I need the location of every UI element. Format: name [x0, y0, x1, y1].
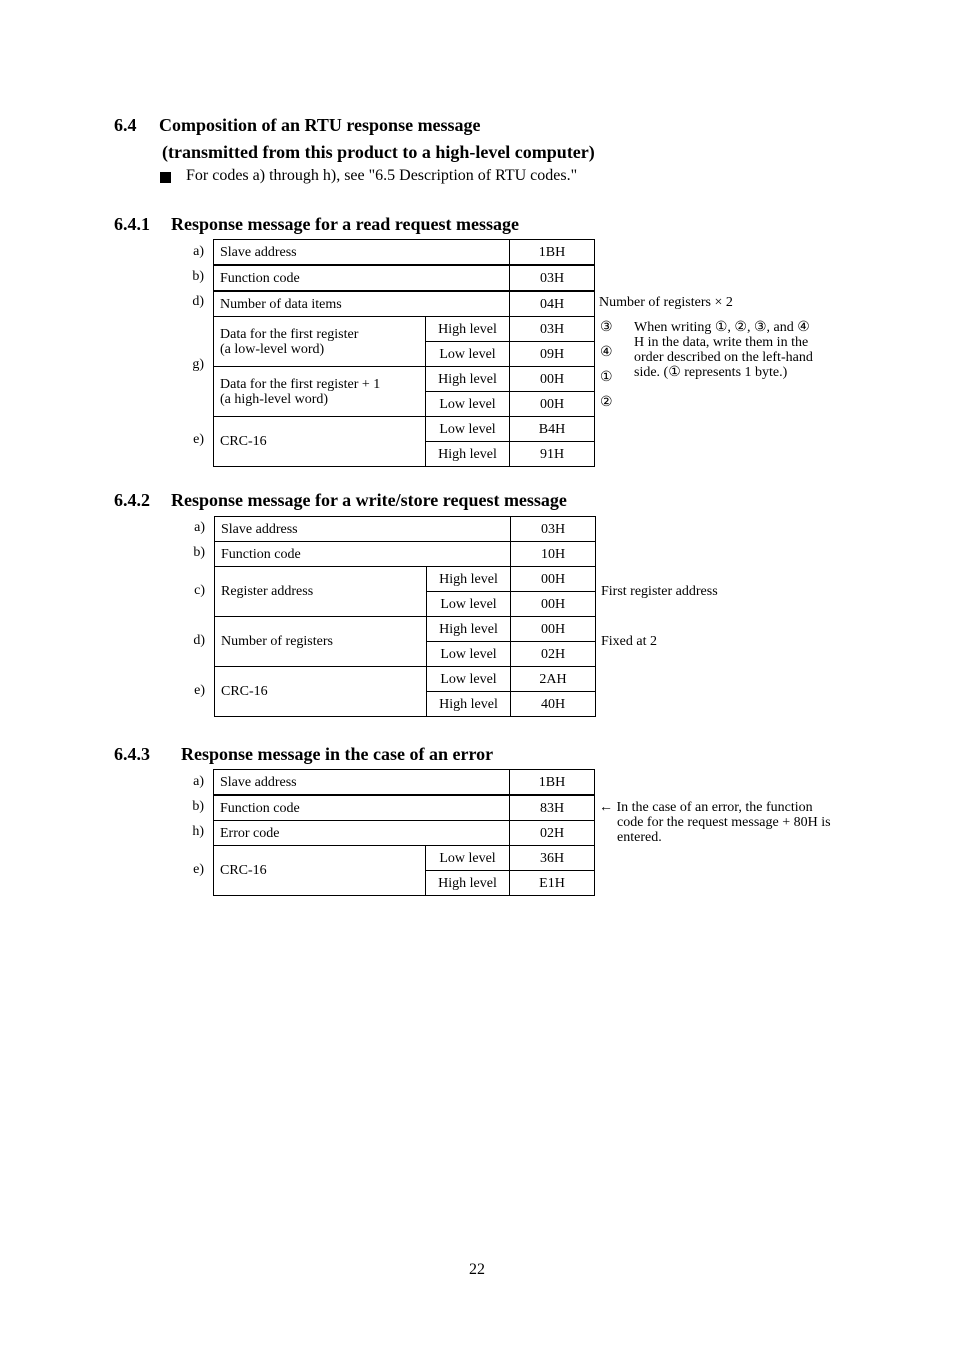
field-name — [214, 317, 426, 367]
table-row — [214, 846, 595, 871]
field-value: 03H — [510, 265, 595, 291]
level-label: High level — [426, 871, 510, 896]
side-note-line: entered. — [617, 830, 662, 845]
row-label: d) — [193, 633, 205, 648]
field-name: Slave address — [214, 240, 510, 266]
side-note-error — [599, 800, 831, 845]
side-note-line: side. (① represents 1 byte.) — [634, 365, 788, 380]
data2-line1: Data for the first register + 1 — [220, 376, 381, 392]
field-name: Slave address — [214, 770, 510, 796]
row-label: b) — [192, 799, 204, 814]
field-name: CRC-16 — [214, 417, 426, 467]
section-note: For codes a) through h), see "6.5 Description of RTU codes." — [186, 167, 578, 184]
read-response-table — [213, 239, 595, 467]
subsection-number-643: 6.4.3 — [114, 744, 150, 764]
table-row — [214, 265, 595, 291]
side-note-line: ← In the case of an error, the function — [599, 800, 813, 815]
table-row — [214, 291, 595, 317]
side-note-line: code for the request message + 80H is — [617, 815, 831, 830]
side-note-line: When writing ①, ②, ③, and ④ — [634, 320, 810, 335]
section-title-line2: (transmitted from this product to a high-level computer) — [162, 142, 595, 162]
field-value: 03H — [510, 317, 595, 342]
side-note-line: order described on the left-hand — [634, 350, 813, 365]
field-name: Function code — [215, 542, 511, 567]
field-name: Number of data items — [214, 291, 510, 317]
level-label: Low level — [426, 392, 510, 417]
level-label: Low level — [426, 417, 510, 442]
level-label: High level — [427, 617, 511, 642]
circled-mark: ① — [600, 370, 613, 385]
table-row — [214, 240, 595, 266]
side-note-count: Number of registers × 2 — [599, 295, 733, 310]
data1-line1: Data for the first register — [220, 326, 359, 342]
subsection-number-642: 6.4.2 — [114, 490, 150, 510]
level-label: Low level — [427, 667, 511, 692]
row-label: a) — [194, 520, 205, 535]
field-value: 1BH — [510, 240, 595, 266]
level-label: Low level — [426, 846, 510, 871]
circled-mark: ③ — [600, 320, 613, 335]
side-note-fixed: Fixed at 2 — [601, 634, 657, 649]
data2-line2: (a high-level word) — [220, 391, 329, 407]
level-label: High level — [426, 367, 510, 392]
level-label: Low level — [427, 592, 511, 617]
subsection-title-643: Response message in the case of an error — [181, 744, 494, 764]
field-value: B4H — [510, 417, 595, 442]
field-value: E1H — [510, 871, 595, 896]
field-name: Register address — [215, 567, 427, 617]
table-row — [214, 317, 595, 342]
subsection-number-641: 6.4.1 — [114, 214, 150, 234]
circled-mark: ② — [600, 395, 613, 410]
row-label: c) — [194, 583, 205, 598]
field-value: 03H — [511, 517, 596, 542]
row-label: a) — [193, 774, 204, 789]
row-label: a) — [193, 244, 204, 259]
page-number: 22 — [469, 1261, 485, 1278]
row-label: b) — [192, 269, 204, 284]
field-name: Slave address — [215, 517, 511, 542]
side-note-line: H in the data, write them in the — [634, 335, 809, 350]
field-name: Error code — [214, 821, 510, 846]
table-row — [215, 667, 596, 692]
table-row — [215, 517, 596, 542]
side-note-register-address: First register address — [601, 584, 718, 599]
side-note-write-order — [634, 320, 813, 380]
level-label: High level — [427, 567, 511, 592]
error-response-table — [213, 769, 595, 896]
field-value: 09H — [510, 342, 595, 367]
field-value: 04H — [510, 291, 595, 317]
table-row — [214, 821, 595, 846]
table-row — [214, 367, 595, 392]
row-label: e) — [194, 683, 205, 698]
data1-line2: (a low-level word) — [220, 341, 325, 357]
level-label: Low level — [426, 342, 510, 367]
row-label: d) — [192, 294, 204, 309]
field-value: 36H — [510, 846, 595, 871]
field-value: 00H — [511, 592, 596, 617]
field-name: Function code — [214, 795, 510, 821]
level-label: Low level — [427, 642, 511, 667]
section-number: 6.4 — [114, 115, 137, 135]
row-label: e) — [193, 862, 204, 877]
table-row — [215, 567, 596, 592]
field-value: 1BH — [510, 770, 595, 796]
field-name: Number of registers — [215, 617, 427, 667]
subsection-title-641: Response message for a read request message — [171, 214, 519, 234]
square-bullet-icon — [160, 172, 171, 183]
field-value: 10H — [511, 542, 596, 567]
field-name: CRC-16 — [214, 846, 426, 896]
row-label: h) — [192, 824, 204, 839]
field-value: 00H — [511, 567, 596, 592]
field-value: 83H — [510, 795, 595, 821]
write-response-table — [214, 516, 596, 717]
field-value: 91H — [510, 442, 595, 467]
field-value: 02H — [510, 821, 595, 846]
field-value: 00H — [510, 392, 595, 417]
table-row — [214, 795, 595, 821]
field-value: 00H — [510, 367, 595, 392]
level-label: High level — [426, 317, 510, 342]
table-row — [215, 542, 596, 567]
section-title-line1: Composition of an RTU response message — [159, 115, 481, 135]
field-value: 02H — [511, 642, 596, 667]
table-row — [214, 417, 595, 442]
row-label: e) — [193, 432, 204, 447]
subsection-title-642: Response message for a write/store request message — [171, 490, 567, 510]
row-label: g) — [192, 357, 204, 372]
table-row — [215, 617, 596, 642]
field-value: 00H — [511, 617, 596, 642]
level-label: High level — [427, 692, 511, 717]
field-name: CRC-16 — [215, 667, 427, 717]
field-value: 2AH — [511, 667, 596, 692]
row-label: b) — [193, 545, 205, 560]
field-value: 40H — [511, 692, 596, 717]
field-name: Function code — [214, 265, 510, 291]
level-label: High level — [426, 442, 510, 467]
circled-mark: ④ — [600, 345, 613, 360]
field-name — [214, 367, 426, 417]
table-row — [214, 770, 595, 796]
